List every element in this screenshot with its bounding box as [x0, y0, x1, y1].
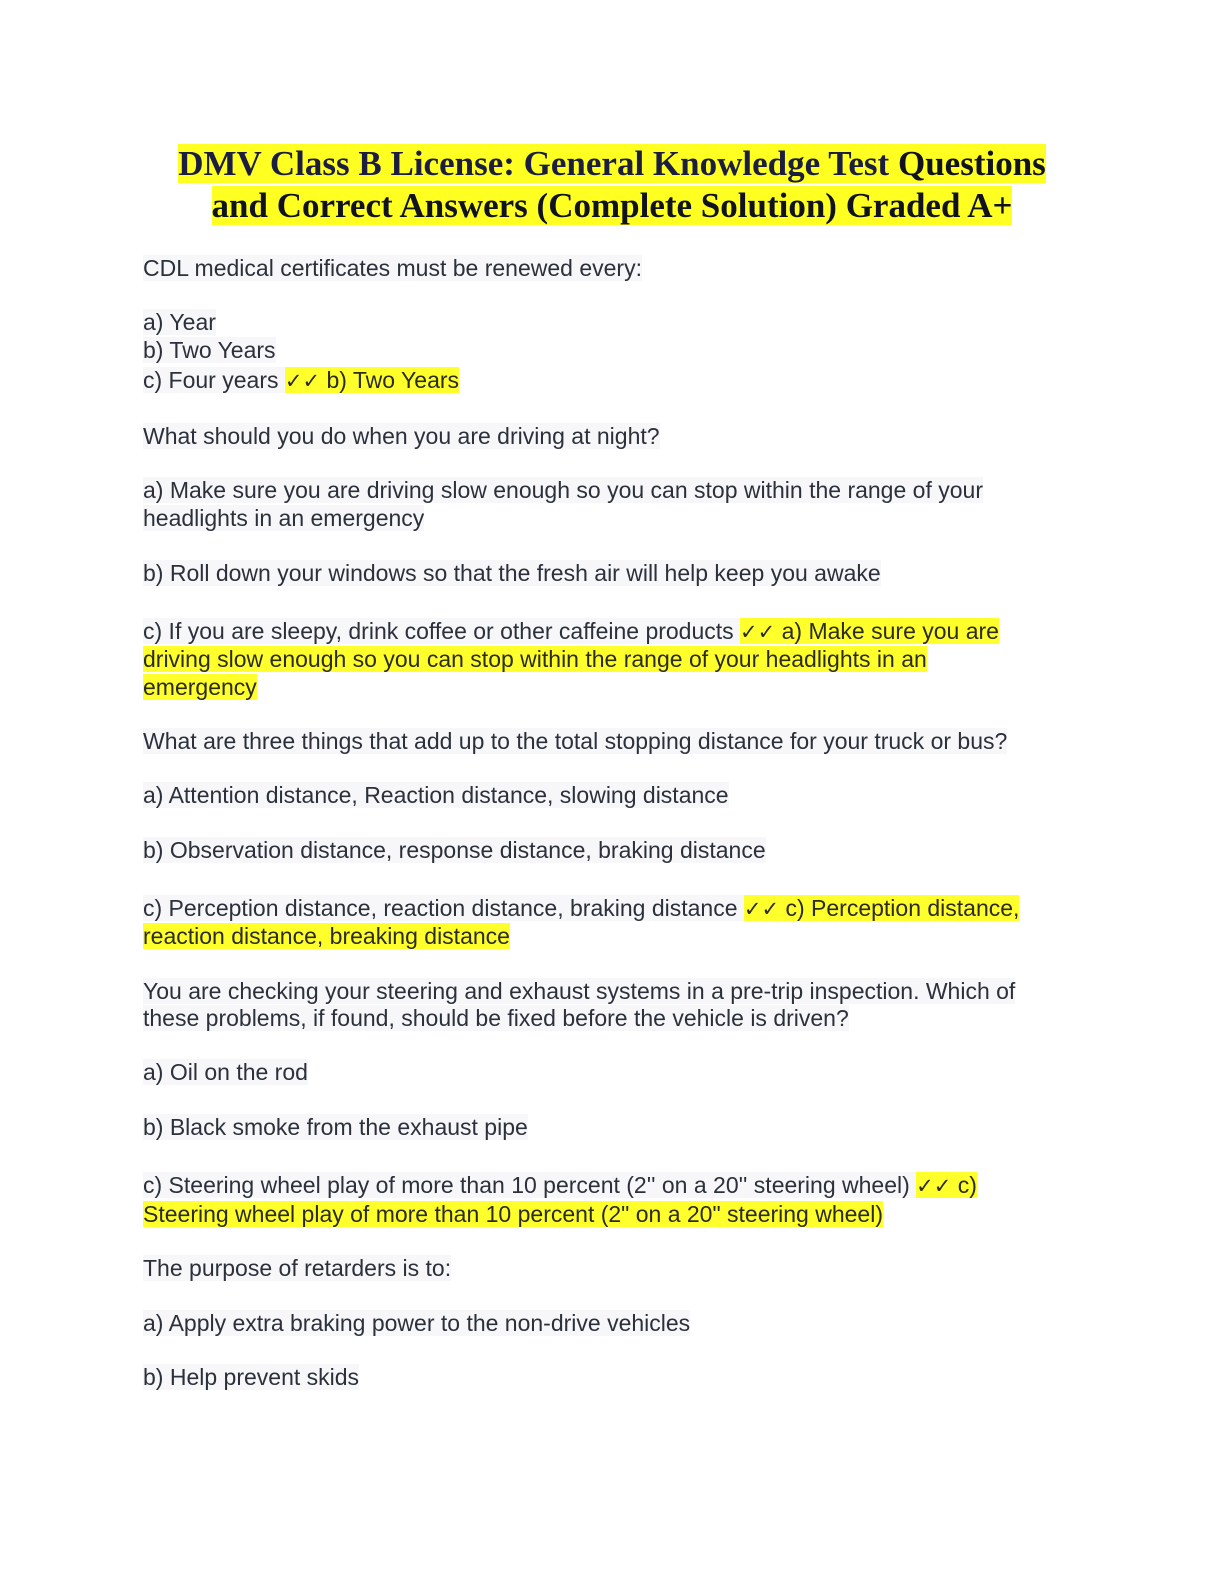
question-1: CDL medical certificates must be renewed every:: [143, 255, 642, 281]
document-title: [120, 143, 1104, 227]
q3-option-b: b) Observation distance, response distance, braking distance: [143, 837, 766, 863]
q5-option-a: a) Apply extra braking power to the non-drive vehicles: [143, 1310, 691, 1336]
title-line1-part2: Questions: [897, 144, 1046, 183]
q2-answer-line3: emergency: [143, 674, 257, 700]
question-4-line1: You are checking your steering and exhaust systems in a pre-trip inspection. Which of: [143, 978, 1016, 1004]
question-3: What are three things that add up to the total stopping distance for your truck or bus?: [143, 728, 1008, 754]
checkmark-icon: ✓✓: [284, 369, 321, 393]
q1-option-c: c) Four years ✓✓ b) Two Years: [143, 367, 460, 393]
title-line1-part1: DMV Class B License: General Knowledge Test: [178, 144, 890, 183]
q2-option-a-line1: a) Make sure you are driving slow enough so you can stop within the range of your: [143, 477, 983, 503]
q2-option-b: b) Roll down your windows so that the fresh air will help keep you awake: [143, 560, 881, 586]
q4-answer-line1: ✓✓ c): [916, 1172, 977, 1198]
q3-option-c: c) Perception distance, reaction distance, braking distance ✓✓ c) Perception distance,: [143, 895, 1020, 921]
checkmark-icon: ✓✓: [740, 620, 776, 644]
title-line2: and Correct Answers (Complete Solution) Graded A+: [211, 186, 1013, 225]
question-5: The purpose of retarders is to:: [143, 1255, 452, 1281]
q5-option-b: b) Help prevent skids: [143, 1364, 360, 1390]
checkmark-icon: ✓✓: [743, 897, 780, 921]
question-4-line2: these problems, if found, should be fixed before the vehicle is driven?: [143, 1005, 849, 1031]
q3-option-a: a) Attention distance, Reaction distance, slowing distance: [143, 782, 729, 808]
q3-answer-line1: ✓✓ c) Perception distance,: [743, 895, 1020, 921]
q4-option-a: a) Oil on the rod: [143, 1059, 308, 1085]
q1-option-b: b) Two Years: [143, 337, 276, 363]
q4-option-c: c) Steering wheel play of more than 10 percent (2'' on a 20'' steering wheel) ✓✓ c): [143, 1172, 977, 1198]
q2-answer-line2: driving slow enough so you can stop within the range of your headlights in an: [143, 646, 927, 672]
q1-option-a: a) Year: [143, 309, 216, 335]
q2-option-a-line2: headlights in an emergency: [143, 505, 425, 531]
q2-answer-line1: ✓✓ a) Make sure you are: [740, 618, 999, 644]
checkmark-icon: ✓✓: [916, 1174, 952, 1198]
q2-option-c: c) If you are sleepy, drink coffee or other caffeine products ✓✓ a) Make sure you are: [143, 618, 999, 644]
q4-answer-line2: Steering wheel play of more than 10 percent (2" on a 20" steering wheel): [143, 1201, 883, 1227]
q3-answer-line2: reaction distance, breaking distance: [143, 923, 510, 949]
question-2: What should you do when you are driving at night?: [143, 423, 660, 449]
q4-option-b: b) Black smoke from the exhaust pipe: [143, 1114, 528, 1140]
q1-answer: ✓✓ b) Two Years: [284, 367, 460, 393]
